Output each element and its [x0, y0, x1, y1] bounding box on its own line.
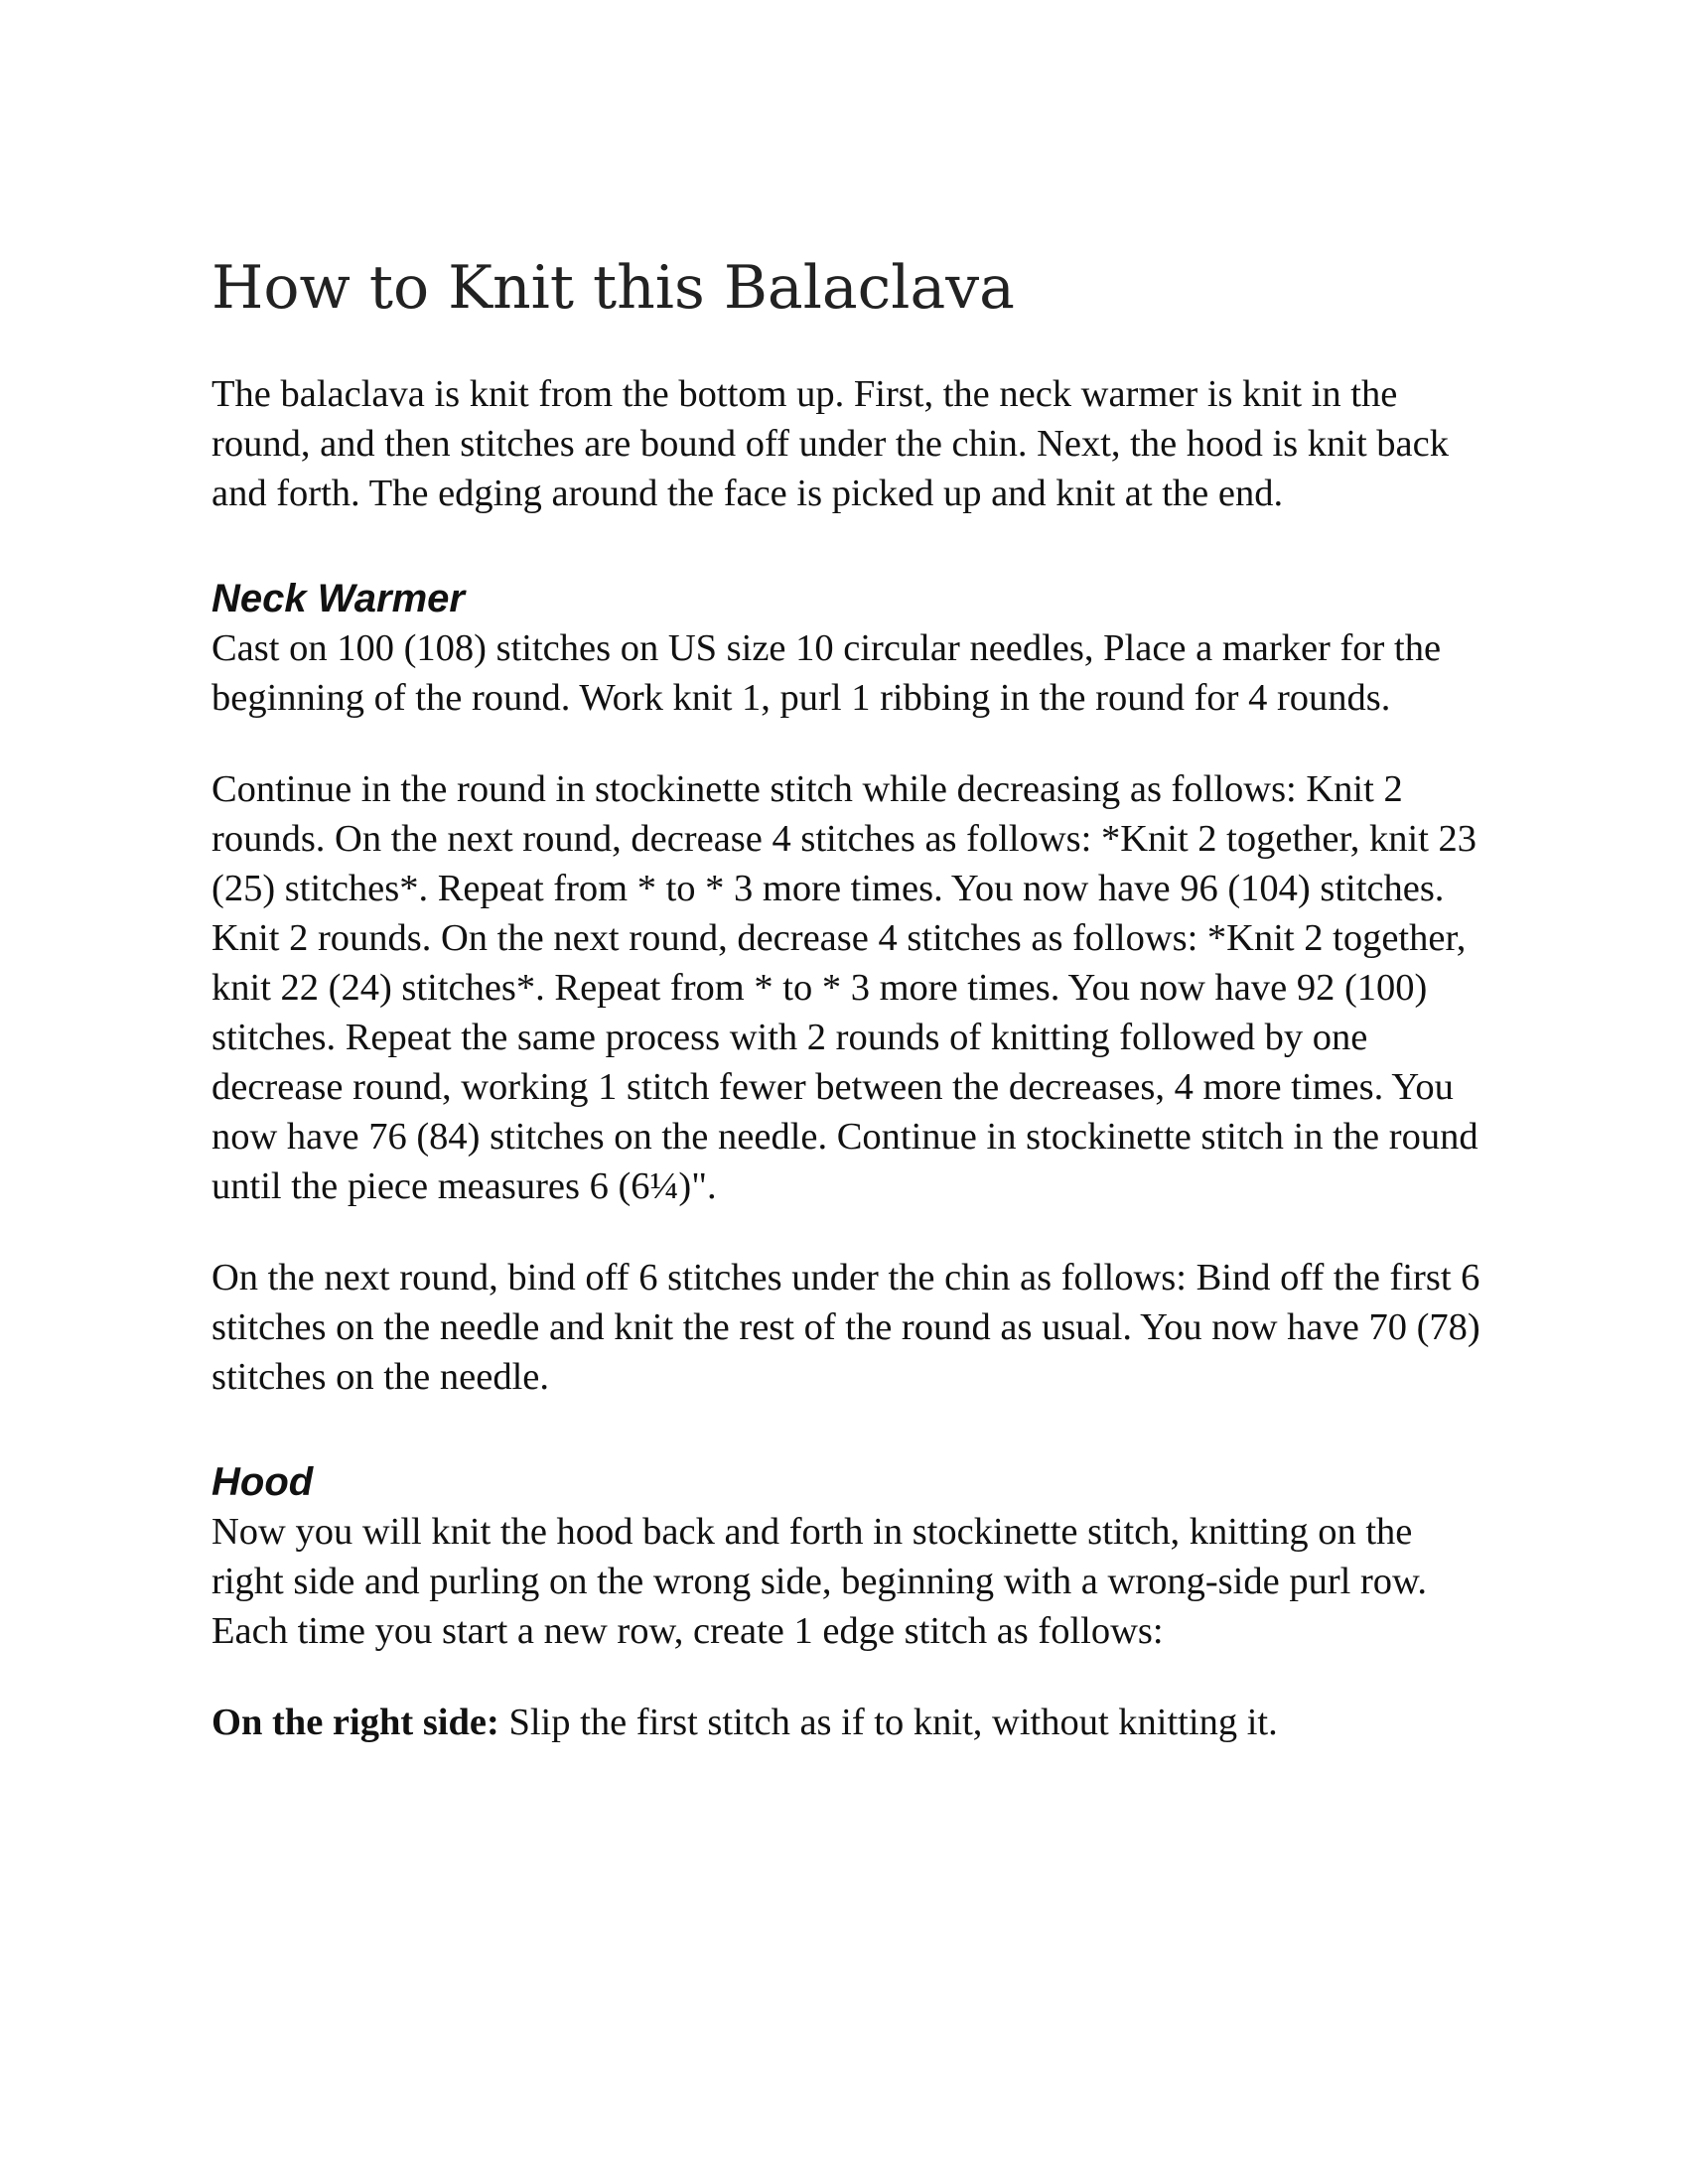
document-page — [211, 248, 1492, 1747]
right-side-label: On the right side: — [211, 1702, 499, 1743]
intro-paragraph: The balaclava is knit from the bottom up. First, the neck warmer is knit in the round, and then stitches are bound off under the chin. Next, the hood is knit back and forth. The edging around the face is picked up and knit at the end. — [211, 373, 1449, 514]
neck-warmer-heading: Neck Warmer — [211, 577, 465, 620]
neck-warmer-paragraph-2: Continue in the round in stockinette stitch while decreasing as follows: Knit 2 rounds. On the next round, decrease 4 stitches as follows: *Knit 2 together, knit 23 (25) stitches*. Repeat from * to * 3 more times. You now have 96 (104) stitches. Knit 2 rounds. On the next round, decrease 4 stitches as follows: *Knit 2 together, knit 22 (24) stitches*. Repeat from * to * 3 more times. You now have 92 (100) stitches. Repeat the same process with 2 rounds of knitting followed by one decrease round, working 1 stitch fewer between the decreases, 4 more times. You now have 76 (84) stitches on the needle. Continue in stockinette stitch in the round until the piece measures 6 (6¼)". — [211, 768, 1478, 1207]
right-side-text: Slip the first stitch as if to knit, without knitting it. — [498, 1702, 1278, 1743]
page-title: How to Knit this Balaclava — [211, 253, 1015, 323]
neck-warmer-paragraph-3: On the next round, bind off 6 stitches under the chin as follows: Bind off the first 6 stitches on the needle and knit the rest of the round as usual. You now have 70 (78) stitches on the needle. — [211, 1257, 1480, 1398]
hood-paragraph: Now you will knit the hood back and forth in stockinette stitch, knitting on the right side and purling on the wrong side, beginning with a wrong-side purl row. Each time you start a new row, create 1 edge stitch as follows: — [211, 1511, 1427, 1652]
right-side-instruction — [211, 1698, 1492, 1747]
neck-warmer-paragraph-1: Cast on 100 (108) stitches on US size 10 circular needles, Place a marker for the beginning of the round. Work knit 1, purl 1 ribbing in the round for 4 rounds. — [211, 627, 1442, 719]
hood-heading: Hood — [211, 1460, 314, 1504]
